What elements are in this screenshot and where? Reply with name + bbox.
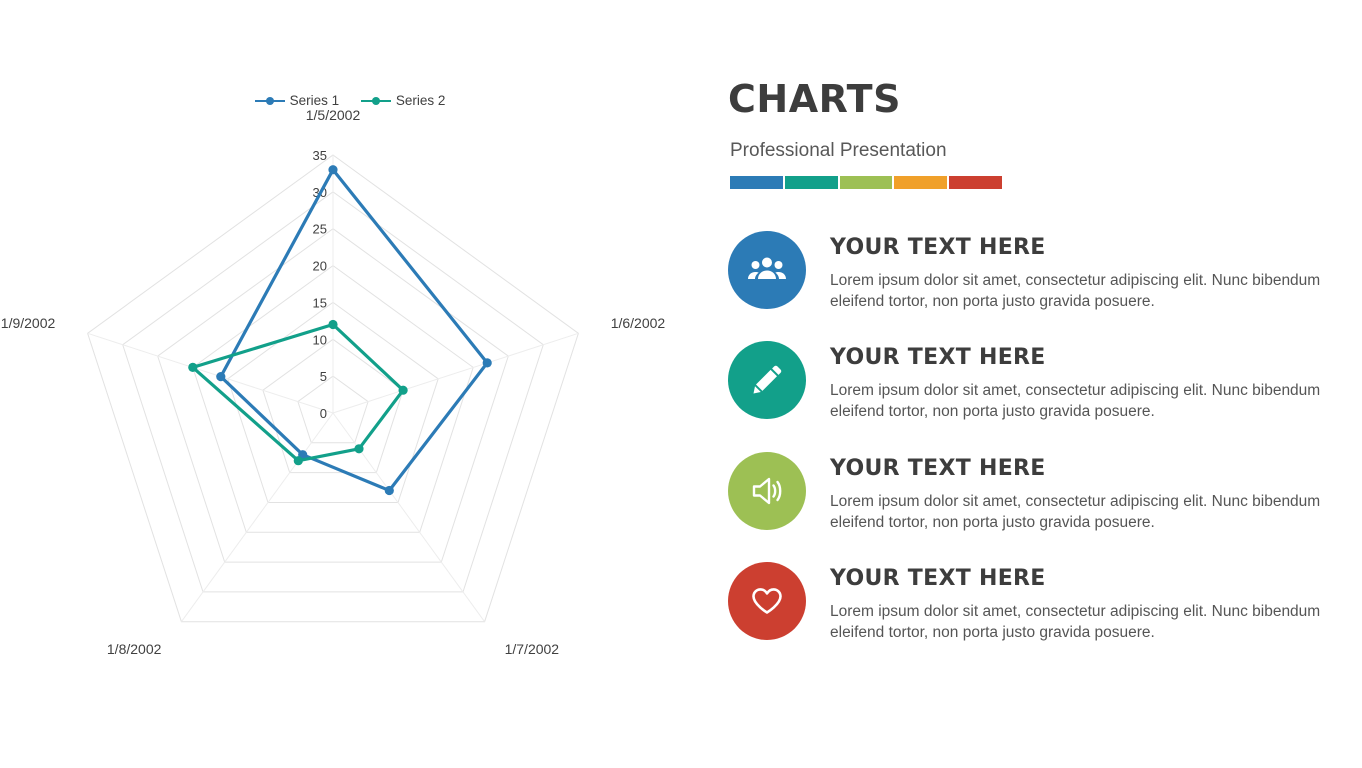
radar-category-label: 1/9/2002 xyxy=(0,314,56,331)
radar-tick-label: 15 xyxy=(312,295,327,311)
feature-body-2: Lorem ipsum dolor sit amet, consectetur adipiscing elit. Nunc bibendum eleifend tortor, non porta justo gravida posuere. xyxy=(830,382,1321,420)
color-swatch-3 xyxy=(840,176,893,189)
radar-tick-label: 20 xyxy=(312,258,327,274)
feature-title-4: YOUR TEXT HERE xyxy=(830,566,1046,591)
radar-tick-label: 0 xyxy=(319,406,327,421)
feature-body-4: Lorem ipsum dolor sit amet, consectetur adipiscing elit. Nunc bibendum eleifend tortor, non porta justo gravida posuere. xyxy=(830,603,1321,641)
radar-data-point xyxy=(354,444,363,453)
radar-gridlines xyxy=(88,155,579,622)
feature-title-3: YOUR TEXT HERE xyxy=(830,456,1046,481)
radar-tick-label: 5 xyxy=(319,369,327,385)
radar-category-label: 1/5/2002 xyxy=(305,107,361,123)
feature-item-3[interactable] xyxy=(728,452,1348,552)
pencil-icon xyxy=(728,341,806,419)
radar-data-point xyxy=(188,363,197,372)
content-panel xyxy=(728,0,1362,768)
radar-series-group xyxy=(188,165,492,495)
feature-title-2: YOUR TEXT HERE xyxy=(830,345,1046,370)
radar-data-point xyxy=(483,358,492,367)
heart-icon xyxy=(728,562,806,640)
page-subtitle: Professional Presentation xyxy=(730,140,947,161)
radar-tick-label: 10 xyxy=(312,332,327,348)
radar-data-point xyxy=(399,386,408,395)
color-swatch-2 xyxy=(785,176,838,189)
color-bar xyxy=(730,176,1002,189)
radar-data-point xyxy=(328,320,337,329)
people-icon xyxy=(728,231,806,309)
radar-data-point xyxy=(294,456,303,465)
feature-item-4[interactable] xyxy=(728,562,1348,662)
feature-item-1[interactable] xyxy=(728,231,1348,331)
radar-tick-labels xyxy=(313,148,327,421)
radar-category-label: 1/8/2002 xyxy=(106,641,162,658)
radar-category-label: 1/6/2002 xyxy=(610,314,666,331)
radar-category-label: 1/7/2002 xyxy=(504,641,560,658)
speaker-icon xyxy=(728,452,806,530)
color-swatch-1 xyxy=(730,176,783,189)
feature-body-3: Lorem ipsum dolor sit amet, consectetur adipiscing elit. Nunc bibendum eleifend tortor, non porta justo gravida posuere. xyxy=(830,493,1321,531)
radar-tick-label: 35 xyxy=(312,148,327,163)
feature-body-1: Lorem ipsum dolor sit amet, consectetur adipiscing elit. Nunc bibendum eleifend tortor, non porta justo gravida posuere. xyxy=(830,272,1321,310)
radar-data-point xyxy=(385,486,394,495)
legend-label-series-1: Series 1 xyxy=(289,93,340,109)
radar-tick-label: 30 xyxy=(312,184,327,200)
feature-title-1: YOUR TEXT HERE xyxy=(830,235,1046,260)
color-swatch-4 xyxy=(894,176,947,189)
legend-label-series-2: Series 2 xyxy=(395,93,446,109)
page-title: CHARTS xyxy=(728,77,901,121)
feature-item-2[interactable] xyxy=(728,341,1348,441)
radar-data-point xyxy=(328,165,337,174)
radar-data-point xyxy=(216,372,225,381)
radar-tick-label: 25 xyxy=(312,221,327,237)
color-swatch-5 xyxy=(949,176,1002,189)
